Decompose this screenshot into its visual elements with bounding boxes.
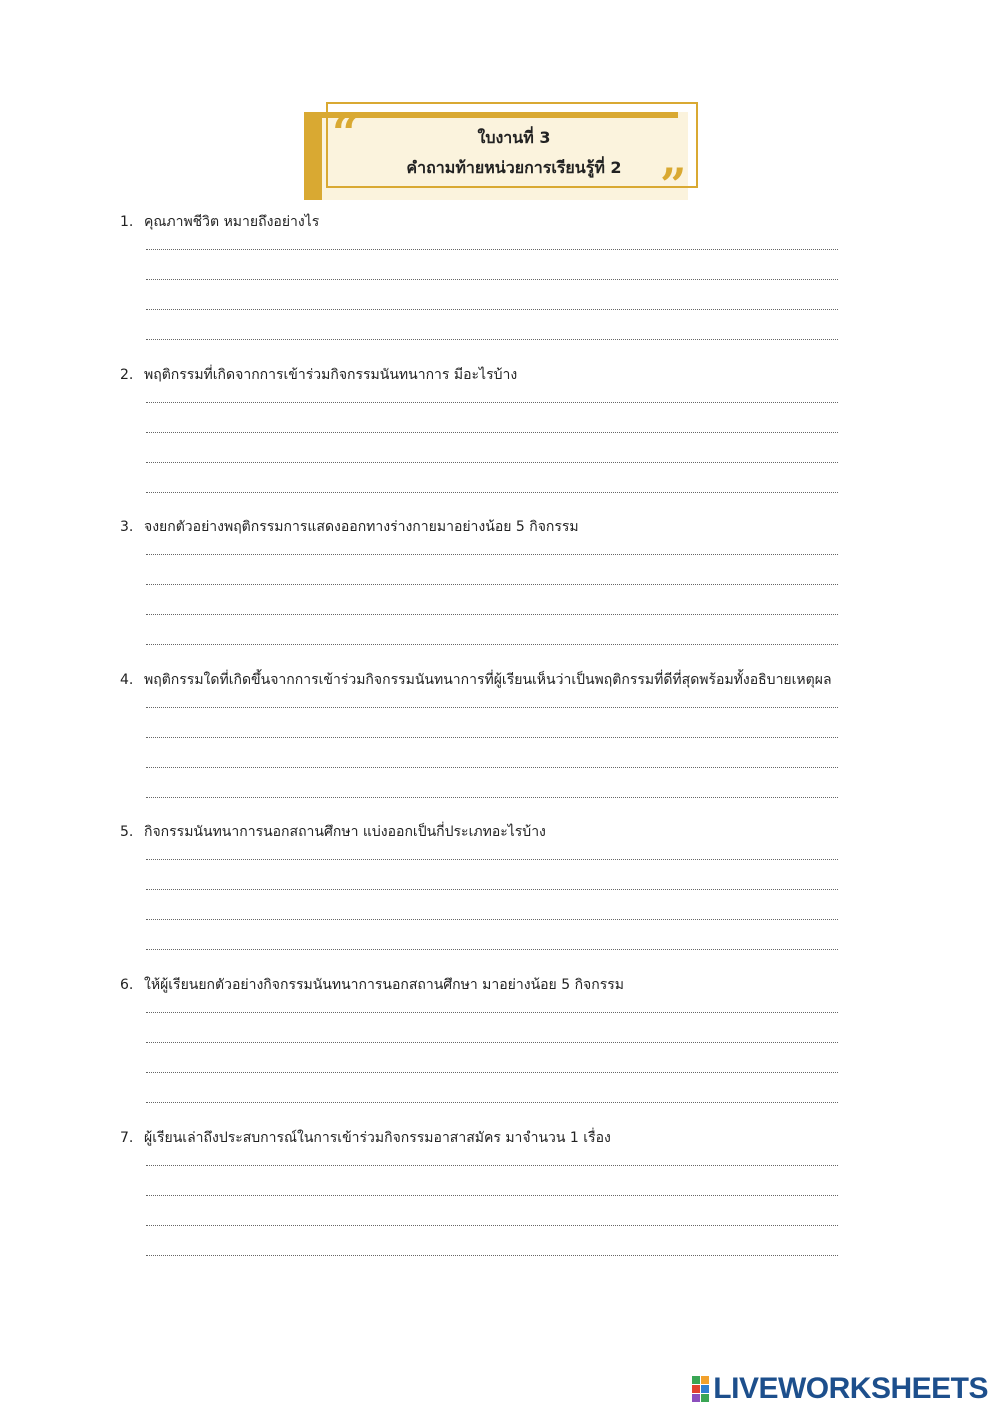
worksheet-title-box (304, 102, 698, 212)
answer-line[interactable] (146, 584, 838, 585)
answer-line[interactable] (146, 919, 838, 920)
answer-line[interactable] (146, 1165, 838, 1166)
answer-line[interactable] (146, 737, 838, 738)
question-number: 3. (120, 519, 134, 535)
question-number: 5. (120, 824, 134, 840)
question-text (120, 1128, 611, 1148)
question-prompt: พฤติกรรมที่เกิดจากการเข้าร่วมกิจกรรมนันทนาการ มีอะไรบ้าง (144, 367, 518, 383)
answer-line[interactable] (146, 767, 838, 768)
answer-line[interactable] (146, 492, 838, 493)
answer-line[interactable] (146, 1012, 838, 1013)
answer-line[interactable] (146, 614, 838, 615)
title-accent-bar-left (304, 112, 322, 200)
question-text (120, 212, 319, 232)
answer-line[interactable] (146, 1225, 838, 1226)
answer-line[interactable] (146, 1072, 838, 1073)
answer-line[interactable] (146, 1042, 838, 1043)
question-number: 4. (120, 672, 134, 688)
answer-line[interactable] (146, 402, 838, 403)
worksheet-title: ใบงานที่ 3 (477, 128, 551, 147)
liveworksheets-logo (692, 1372, 988, 1406)
logo-text: LIVEWORKSHEETS (713, 1372, 988, 1405)
question-prompt: กิจกรรมนันทนาการนอกสถานศึกษา แบ่งออกเป็นกี่ประเภทอะไรบ้าง (144, 824, 546, 840)
answer-line[interactable] (146, 797, 838, 798)
question-number: 1. (120, 214, 134, 230)
question-number: 6. (120, 977, 134, 993)
liveworksheets-logo-icon (692, 1376, 709, 1402)
answer-line[interactable] (146, 1195, 838, 1196)
question-text (120, 670, 832, 690)
question-prompt: จงยกตัวอย่างพฤติกรรมการแสดงออกทางร่างกายมาอย่างน้อย 5 กิจกรรม (144, 519, 579, 535)
worksheet-subtitle: คำถามท้ายหน่วยการเรียนรู้ที่ 2 (406, 158, 622, 177)
answer-line[interactable] (146, 949, 838, 950)
answer-line[interactable] (146, 432, 838, 433)
answer-line[interactable] (146, 859, 838, 860)
open-quote-icon: “ (332, 106, 359, 160)
answer-line[interactable] (146, 462, 838, 463)
answer-line[interactable] (146, 1102, 838, 1103)
answer-line[interactable] (146, 249, 838, 250)
answer-line[interactable] (146, 339, 838, 340)
question-text (120, 365, 517, 385)
answer-line[interactable] (146, 889, 838, 890)
answer-line[interactable] (146, 309, 838, 310)
close-quote-icon: ” (660, 158, 687, 212)
question-prompt: พฤติกรรมใดที่เกิดขึ้นจากการเข้าร่วมกิจกรรมนันทนาการที่ผู้เรียนเห็นว่าเป็นพฤติกรรมที่ดีที่สุดพร้อมทั้งอธิบายเหตุผล (144, 672, 832, 688)
question-text (120, 517, 579, 537)
question-text (120, 975, 624, 995)
question-prompt: ให้ผู้เรียนยกตัวอย่างกิจกรรมนันทนาการนอกสถานศึกษา มาอย่างน้อย 5 กิจกรรม (144, 977, 624, 993)
answer-line[interactable] (146, 554, 838, 555)
answer-line[interactable] (146, 1255, 838, 1256)
answer-line[interactable] (146, 279, 838, 280)
question-number: 7. (120, 1130, 134, 1146)
question-prompt: คุณภาพชีวิต หมายถึงอย่างไร (144, 214, 320, 230)
answer-line[interactable] (146, 644, 838, 645)
answer-line[interactable] (146, 707, 838, 708)
question-text (120, 822, 546, 842)
question-number: 2. (120, 367, 134, 383)
question-prompt: ผู้เรียนเล่าถึงประสบการณ์ในการเข้าร่วมกิจกรรมอาสาสมัคร มาจำนวน 1 เรื่อง (144, 1130, 611, 1146)
